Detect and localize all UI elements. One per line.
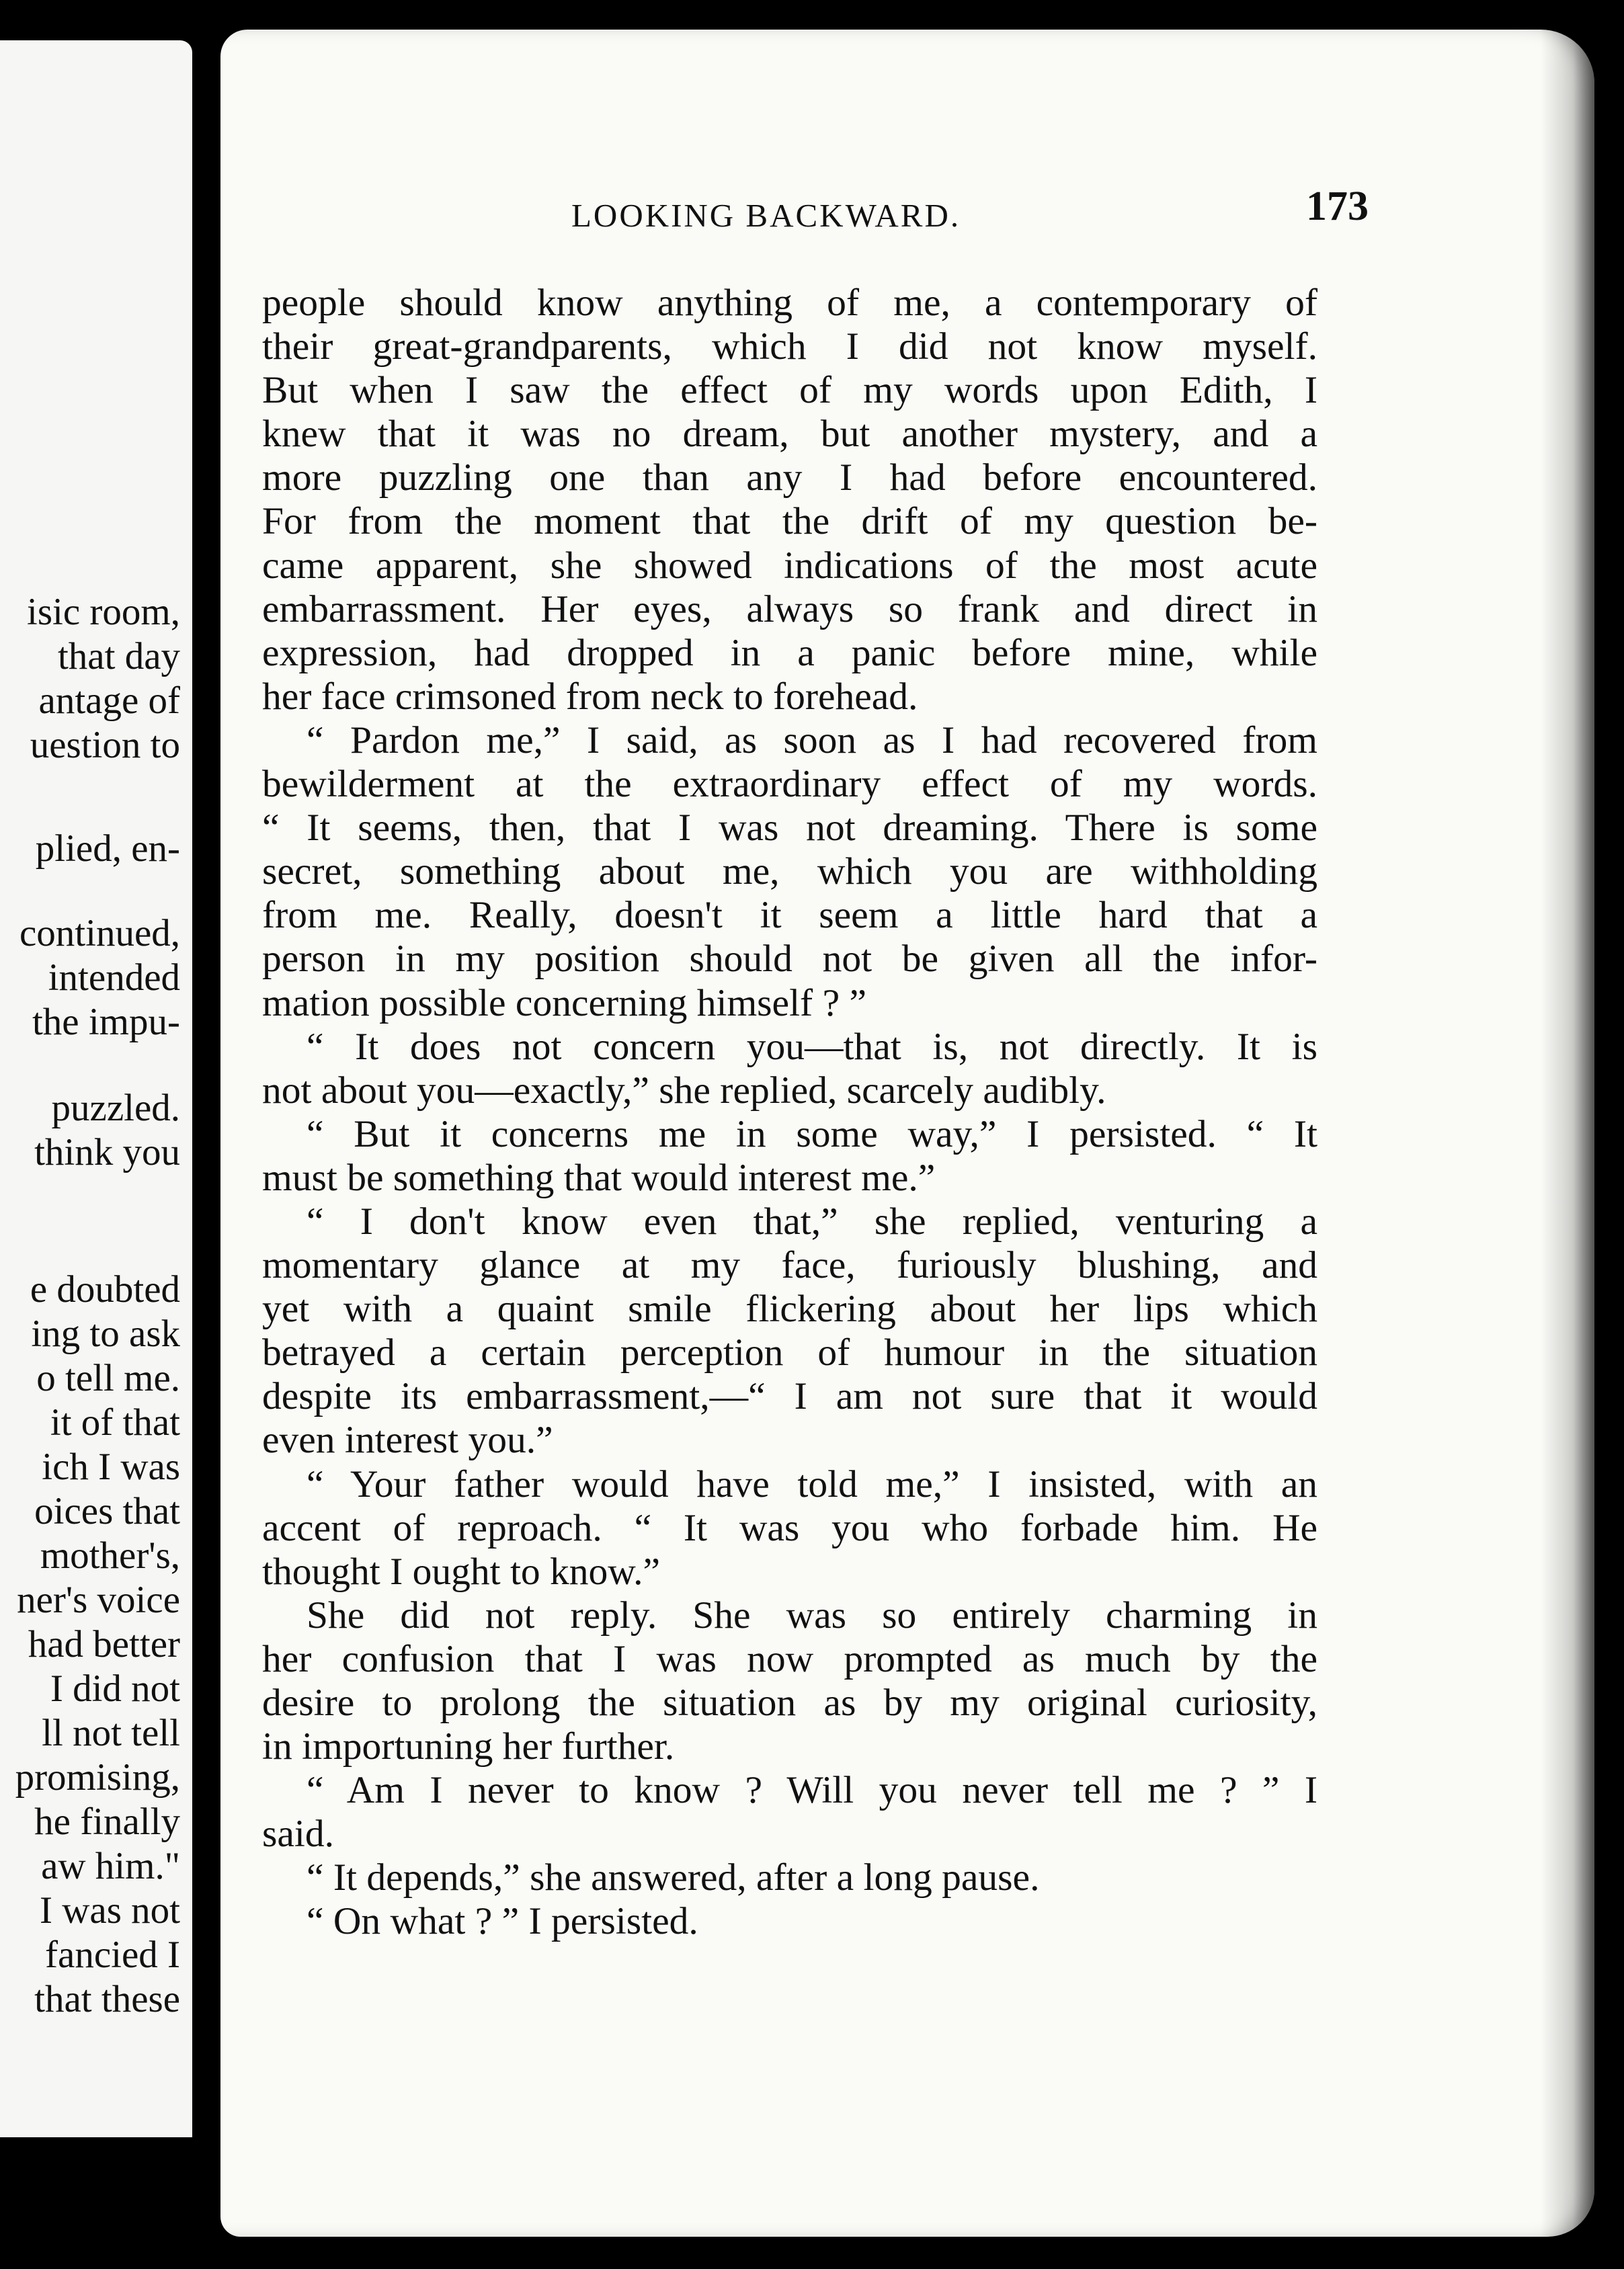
text-line: despite its embarrassment,—“ I am not sure that it would [262, 1375, 1317, 1418]
text-line: their great-grandparents, which I did not know myself. [262, 325, 1317, 368]
text-line: even interest you.” [262, 1419, 553, 1462]
text-line: “ On what ? ” I persisted. [307, 1900, 698, 1943]
text-line: said. [262, 1813, 334, 1856]
facing-page-line: plied, en- [35, 827, 180, 870]
text-line: bewilderment at the extraordinary effect of my words. [262, 763, 1317, 806]
text-line: “ But it concerns me in some way,” I persisted. “ It [307, 1112, 1317, 1155]
facing-page-line: ner's voice [17, 1579, 180, 1621]
facing-page-line: fancied I [45, 1934, 180, 1976]
facing-page-line: mother's, [40, 1534, 180, 1577]
text-line: her confusion that I was now prompted as much by the [262, 1637, 1317, 1680]
text-line: thought I ought to know.” [262, 1550, 660, 1593]
text-line: “ Your father would have told me,” I insisted, with an [307, 1462, 1317, 1505]
text-line: momentary glance at my face, furiously blushing, and [262, 1244, 1317, 1287]
text-line: desire to prolong the situation as by my original curiosity, [262, 1682, 1317, 1724]
facing-page-line: intended [48, 956, 180, 999]
facing-page-line: ich I was [42, 1446, 180, 1488]
facing-page-line: think you [34, 1131, 180, 1173]
facing-page-line: he finally [34, 1801, 180, 1843]
text-line: came apparent, she showed indications of the most acute [262, 544, 1317, 587]
text-line: expression, had dropped in a panic before mine, while [262, 631, 1317, 674]
text-line: people should know anything of me, a contemporary of [262, 282, 1317, 324]
text-line: secret, something about me, which you are withholding [262, 850, 1317, 893]
facing-page-line: that day [57, 635, 180, 677]
text-line: embarrassment. Her eyes, always so frank and direct in [262, 587, 1317, 630]
text-line: For from the moment that the drift of my question be- [262, 500, 1317, 543]
page-edge-shadow [1541, 30, 1594, 2237]
page-number: 173 [1306, 183, 1369, 229]
text-line: “ It seems, then, that I was not dreaming. There is some [262, 807, 1317, 850]
facing-page-line: I did not [50, 1667, 180, 1710]
text-line: “ Am I never to know ? Will you never tell me ? ” I [307, 1769, 1317, 1812]
running-header [313, 183, 1369, 237]
text-line: from me. Really, doesn't it seem a little hard that a [262, 894, 1317, 937]
text-line: But when I saw the effect of my words upon Edith, I [262, 369, 1317, 412]
facing-page-line: it of that [50, 1401, 180, 1444]
text-line: She did not reply. She was so entirely charming in [307, 1594, 1317, 1637]
text-line: more puzzling one than any I had before encountered. [262, 456, 1317, 499]
facing-page-line: I was not [40, 1889, 180, 1932]
facing-page-line: continued, [19, 912, 180, 954]
text-line: betrayed a certain perception of humour in the situation [262, 1331, 1317, 1374]
text-line: must be something that would interest me.” [262, 1156, 936, 1199]
facing-page-line: promising, [15, 1756, 180, 1799]
text-line: “ It does not concern you—that is, not directly. It is [307, 1025, 1317, 1068]
page-body [262, 281, 1317, 1944]
text-line: person in my position should not be given all the infor- [262, 938, 1317, 981]
facing-page-line: puzzled. [51, 1087, 180, 1129]
text-line: knew that it was no dream, but another mystery, and a [262, 413, 1317, 456]
facing-page-line: uestion to [30, 724, 180, 766]
facing-page-line: antage of [38, 679, 180, 722]
facing-page-line: ll not tell [42, 1712, 180, 1754]
facing-page [0, 40, 192, 2137]
text-line: not about you—exactly,” she replied, scarcely audibly. [262, 1069, 1106, 1112]
running-title: LOOKING BACKWARD. [571, 197, 961, 234]
facing-page-line: had better [28, 1623, 180, 1665]
facing-page-line: o tell me. [36, 1357, 180, 1399]
text-line: in importuning her further. [262, 1725, 675, 1768]
facing-page-line: that these [34, 1978, 180, 2020]
text-line: her face crimsoned from neck to forehead. [262, 675, 918, 718]
text-line: “ I don't know even that,” she replied, venturing a [307, 1200, 1317, 1243]
text-line: “ Pardon me,” I said, as soon as I had recovered from [307, 718, 1317, 761]
facing-page-line: oices that [34, 1490, 180, 1532]
text-line: “ It depends,” she answered, after a long pause. [307, 1856, 1040, 1899]
facing-page-line: the impu- [32, 1001, 180, 1043]
facing-page-line: e doubted [30, 1268, 180, 1311]
facing-page-line: aw him." [41, 1845, 180, 1887]
facing-page-line: isic room, [27, 591, 180, 633]
text-line: accent of reproach. “ It was you who forbade him. He [262, 1506, 1317, 1549]
facing-page-line: ing to ask [31, 1313, 180, 1355]
text-line: yet with a quaint smile flickering about her lips which [262, 1288, 1317, 1331]
text-line: mation possible concerning himself ? ” [262, 981, 866, 1024]
